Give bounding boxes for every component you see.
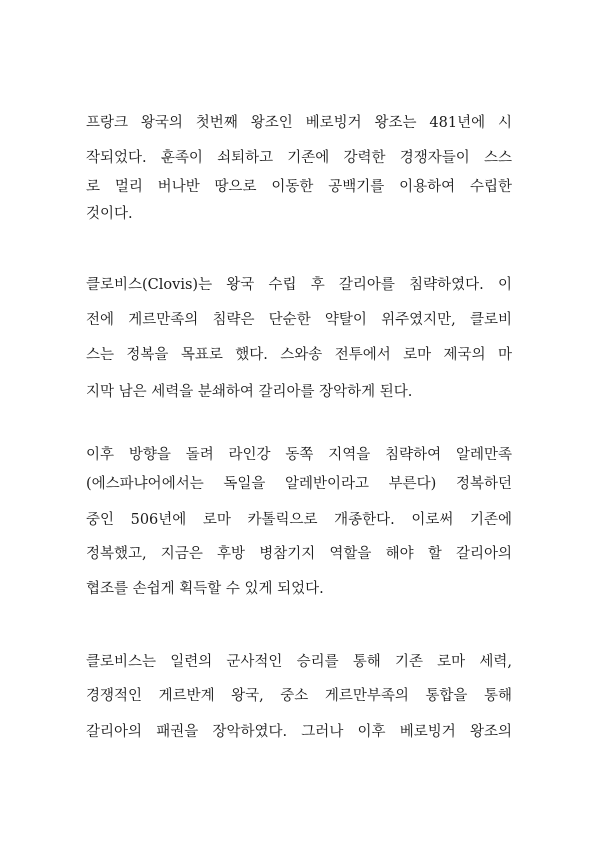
paragraph-line: 클로비스(Clovis)는 왕국 수립 후 갈리아를 침략하였다. 이: [86, 277, 512, 293]
paragraph-line: (에스파냐어에서는 독일을 알레반이라고 부른다) 정복하던: [86, 476, 512, 492]
paragraph-line: 프랑크 왕국의 첫번째 왕조인 베로빙거 왕조는 481년에 시: [86, 115, 512, 131]
paragraph-line: 스는 정복을 목표로 했다. 스와송 전투에서 로마 제국의 마: [86, 347, 512, 363]
paragraph-line: 것이다.: [86, 206, 133, 222]
paragraph-line: 지막 남은 세력을 분쇄하여 갈리아를 장악하게 된다.: [86, 384, 413, 400]
paragraph-line: 중인 506년에 로마 카톨릭으로 개종한다. 이로써 기존에: [86, 512, 512, 528]
paragraph-line: 갈리아의 패권을 장악하였다. 그러나 이후 베로빙거 왕조의: [86, 724, 512, 740]
paragraph-line: 클로비스는 일련의 군사적인 승리를 통해 기존 로마 세력,: [86, 654, 512, 670]
paragraph-line: 전에 게르만족의 침략은 단순한 약탈이 위주였지만, 클로비: [86, 312, 512, 328]
paragraph-line: 작되었다. 훈족이 쇠퇴하고 기존에 강력한 경쟁자들이 스스: [86, 150, 512, 166]
paragraph-line: 로 멀리 버나반 땅으로 이동한 공백기를 이용하여 수립한: [86, 179, 512, 195]
paragraph-line: 이후 방향을 돌려 라인강 동쪽 지역을 침략하여 알레만족: [86, 447, 512, 463]
paragraph-line: 정복했고, 지금은 후방 병참기지 역할을 해야 할 갈리아의: [86, 546, 512, 562]
paragraph-line: 경쟁적인 게르반계 왕국, 중소 게르만부족의 통합을 통해: [86, 688, 512, 704]
paragraph-line: 협조를 손쉽게 획득할 수 있게 되었다.: [86, 581, 324, 597]
